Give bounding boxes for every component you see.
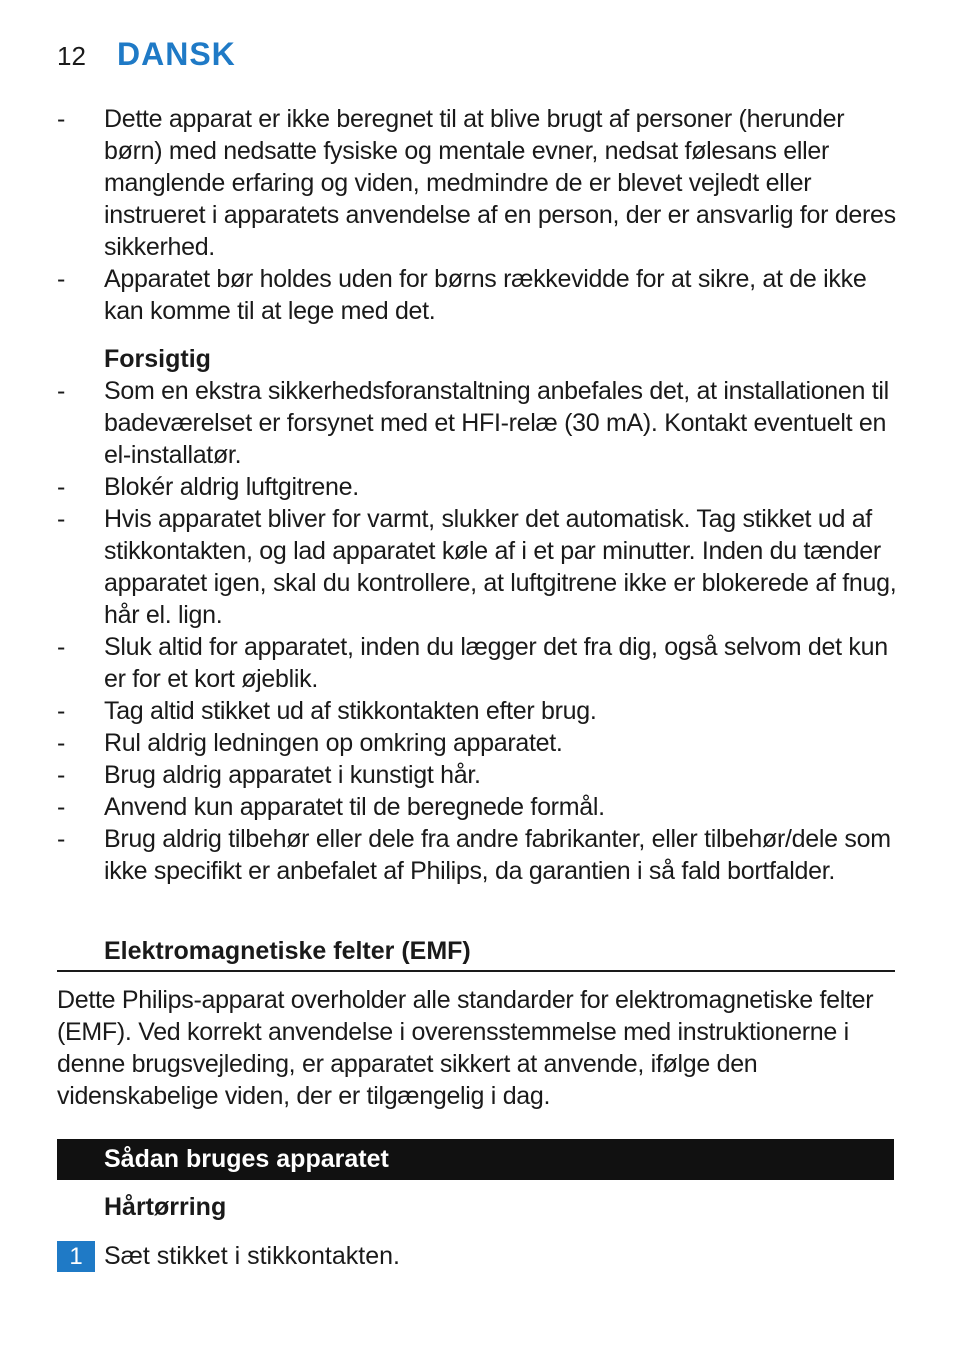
step-number-badge: 1 [57, 1241, 95, 1272]
caution-list [57, 375, 897, 887]
list-item: - Anvend kun apparatet til de beregnede formål. [57, 793, 605, 821]
list-item: - Rul aldrig ledningen op omkring apparatet. [57, 729, 563, 757]
caution-heading: Forsigtig [104, 345, 211, 373]
list-item: - Dette apparat er ikke beregnet til at blive brugt af personer (herunder børn) med nedsatte fysiske og mentale evner, nedsat følesans eller manglende erfaring og viden, medmindre de er blevet vejledt eller instrueret i apparatets anvendelse af en person, der er ansvarlig for deres sikkerhed. [57, 105, 896, 261]
list-item: - Brug aldrig tilbehør eller dele fra andre fabrikanter, eller tilbehør/dele som ikke specifikt er anbefalet af Philips, da garantien i så fald bortfalder. [57, 825, 891, 885]
page-header [57, 36, 236, 72]
list-item: - Blokér aldrig luftgitrene. [57, 473, 359, 501]
warning-list [57, 103, 897, 327]
section-divider [57, 970, 895, 972]
usage-heading: Sådan bruges apparatet [104, 1145, 389, 1173]
step-text: Sæt stikket i stikkontakten. [104, 1242, 400, 1270]
list-item: - Brug aldrig apparatet i kunstigt hår. [57, 761, 481, 789]
language-title: DANSK [117, 36, 236, 72]
emf-heading: Elektromagnetiske felter (EMF) [104, 937, 471, 965]
usage-section-bar [57, 1139, 894, 1180]
list-item: - Tag altid stikket ud af stikkontakten efter brug. [57, 697, 597, 725]
list-item: - Hvis apparatet bliver for varmt, slukker det automatisk. Tag stikket ud af stikkontakten, og lad apparatet køle af i et par minutter. Inden du tænder apparatet igen, skal du kontrollere, at luftgitrene ikke er blokerede af fnug, hår el. lign. [57, 505, 897, 629]
step-item [57, 1240, 400, 1272]
list-item: - Sluk altid for apparatet, inden du lægger det fra dig, også selvom det kun er for et kort øjeblik. [57, 633, 888, 693]
hair-drying-heading: Hårtørring [104, 1193, 227, 1221]
emf-paragraph: Dette Philips-apparat overholder alle standarder for elektromagnetiske felter (EMF). Ved korrekt anvendelse i overensstemmelse med instruktionerne i denne brugsvejleding, er apparatet sikkert at anvende, ifølge den videnskabelige viden, der er tilgængelig i dag. [57, 986, 874, 1110]
page-number: 12 [57, 41, 86, 71]
list-item: - Apparatet bør holdes uden for børns rækkevidde for at sikre, at de ikke kan komme til at lege med det. [57, 265, 867, 325]
list-item: - Som en ekstra sikkerhedsforanstaltning anbefales det, at installationen til badeværelset er forsynet med et HFI-relæ (30 mA). Kontakt eventuelt en el-installatør. [57, 377, 889, 469]
